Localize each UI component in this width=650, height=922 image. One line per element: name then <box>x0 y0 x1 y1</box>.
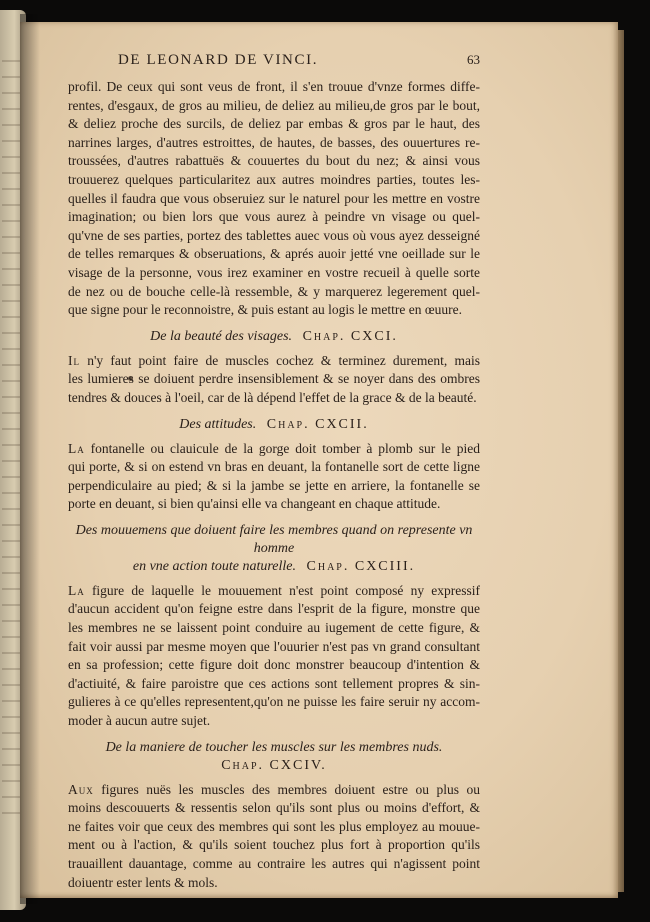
text-line: que signe pour le reconnoistre, & puis estant au logis le mettre en œuure. <box>68 302 463 318</box>
text-line: qui porte, & si on estend vn bras en deuant, la fontanelle sort de cette ligne <box>68 459 480 475</box>
text-line: & deliez proche des surcils, de deliez par embas & gros par le haut, des <box>68 116 480 132</box>
first-word: Aux <box>68 781 94 797</box>
chapter-title: De la beauté des visages. <box>150 328 293 344</box>
text-line: trouuerez quelques particularitez aux autres moindres parties, toutes les- <box>68 171 480 187</box>
text-line: porte en deuant, si bien qu'ainsi elle va changeant en chaque attitude. <box>68 496 441 512</box>
text-line: les membres ne se laissent point conduire au iugement de cette figure, & <box>68 620 480 636</box>
chapter-heading-cxciv <box>68 739 480 775</box>
chapter-number: Chap. CXCIII. <box>306 558 416 574</box>
text-line: moder à aucun autre sujet. <box>68 713 211 729</box>
chapter-title: De la maniere de toucher les muscles sur les membres nuds. <box>105 739 443 755</box>
chapter-number: Chap. CXCIV. <box>221 757 327 773</box>
text-line: quelles il faudra que vous obseruiez sur le naturel pour les mettre en vostre <box>68 190 480 206</box>
text-line-rest: fontanelle ou clauicule de la gorge doit tomber à plomb sur le pied <box>84 440 480 456</box>
page-header <box>68 52 480 78</box>
binding-shadow <box>20 14 40 904</box>
chapter-heading-cxci <box>68 328 480 346</box>
text-line-rest: figure de laquelle le mouuement n'est point composé ny expressif <box>84 582 480 598</box>
page-number: 63 <box>467 52 480 67</box>
text-line: troussées, d'autres rabattuës & couuertes du bout du nez; & ainsi vous <box>68 153 480 169</box>
text-line: d'aucun accident qu'on feigne estre dans l'esprit de la figure, monstre que <box>68 601 480 617</box>
chapter-title-line2: en vne action toute naturelle. <box>132 558 297 574</box>
text-line <box>68 582 480 601</box>
text-line: rentes, d'esgaux, de gros au milieu, de deliez au milieu,de gros par le bout, <box>68 97 480 113</box>
chapter-title-line2-wrap <box>133 559 415 574</box>
text-line: ment ou à l'action, & qu'ils soient touchez plus fort à proportion qu'ils <box>68 837 480 853</box>
chapter-number: Chap. CXCII. <box>266 416 369 432</box>
text-line: gulieres à ce qu'elles representent,qu'on ne puisse les faire seruir ny accom- <box>68 694 480 710</box>
text-line: de telles remarques & obseruations, & aprés auoir jetté vne oeillade sur le <box>68 246 480 262</box>
text-line-rest: figures nuës les muscles des membres doiuent estre ou plus ou <box>93 781 480 797</box>
text-line: qu'vne de ses parties, portez des tablettes auec vous où vous ayez desseigné <box>68 227 480 243</box>
first-word: La <box>68 582 85 598</box>
text-line: narrines larges, d'autres estroittes, de hautes, de basses, des ouuertures re- <box>68 134 480 150</box>
text-line <box>68 352 480 371</box>
left-page-text-fragment <box>2 60 20 820</box>
running-title: DE LEONARD DE VINCI. <box>118 52 319 68</box>
text-line: tendres & douces à l'oeil, car de là dépend l'effet de la grace & de la beauté. <box>68 389 477 405</box>
text-line: imagination; ou bien lors que vous aurez à peindre vn visage ou quel- <box>68 209 480 225</box>
text-line: perpendiculaire au pied; & si la jambe se jette en arriere, la fontanelle se <box>68 477 480 493</box>
first-word: La <box>68 440 85 456</box>
paragraph-cxci <box>68 352 480 408</box>
text-line: fait voir aussi par mesme moyen que l'ouurier n'est pas vn grand consultant <box>68 638 480 654</box>
text-line: visage de la personne, vous irez examiner en vostre recueil à quelle sorte <box>68 264 480 280</box>
text-block <box>68 52 480 892</box>
text-line: doiuentr ester lents & mols. <box>68 874 218 890</box>
paragraph-cxcii <box>68 440 480 514</box>
first-word: Il <box>68 352 80 368</box>
chapter-title: Des attitudes. <box>179 416 257 432</box>
text-line <box>68 781 480 800</box>
text-line: ne faites voir que ceux des membres qui sont les plus employez au mouue- <box>68 818 480 834</box>
text-line: les lumieres se doiuent perdre insensiblement & se noyer dans des ombres <box>68 371 480 387</box>
paragraph-cxciv <box>68 781 480 893</box>
text-line: en sa profession; cette figure doit donc monstrer beaucoup d'intention & <box>68 657 480 673</box>
text-line: d'actiuité, & faire paroistre que ces actions sont tellement propres & sin- <box>68 675 480 691</box>
text-line: moins descouuerts & ressentis selon qu'ils sont plus ou moins d'effort, & <box>68 800 480 816</box>
chapter-number: Chap. CXCI. <box>302 328 398 344</box>
text-line-rest: n'y faut point faire de muscles cochez & terminez durement, mais <box>80 352 480 368</box>
text-line <box>68 440 480 459</box>
chapter-heading-cxciii <box>68 522 480 576</box>
text-line: trauaillent dauantage, comme au contraire les autres qui n'agissent point <box>68 856 480 871</box>
text-line: profil. De ceux qui sont veus de front, il s'en trouue d'vnze formes diffe- <box>68 79 480 94</box>
paragraph-continuation <box>68 78 480 320</box>
text-line: de nez ou de bouche celle-là ressemble, & y marquerez legerement quel- <box>68 283 480 299</box>
chapter-heading-cxcii <box>68 416 480 434</box>
chapter-title-line1: Des mouuemens que doiuent faire les membres quand on represente vn homme <box>75 522 473 556</box>
paragraph-cxciii <box>68 582 480 731</box>
